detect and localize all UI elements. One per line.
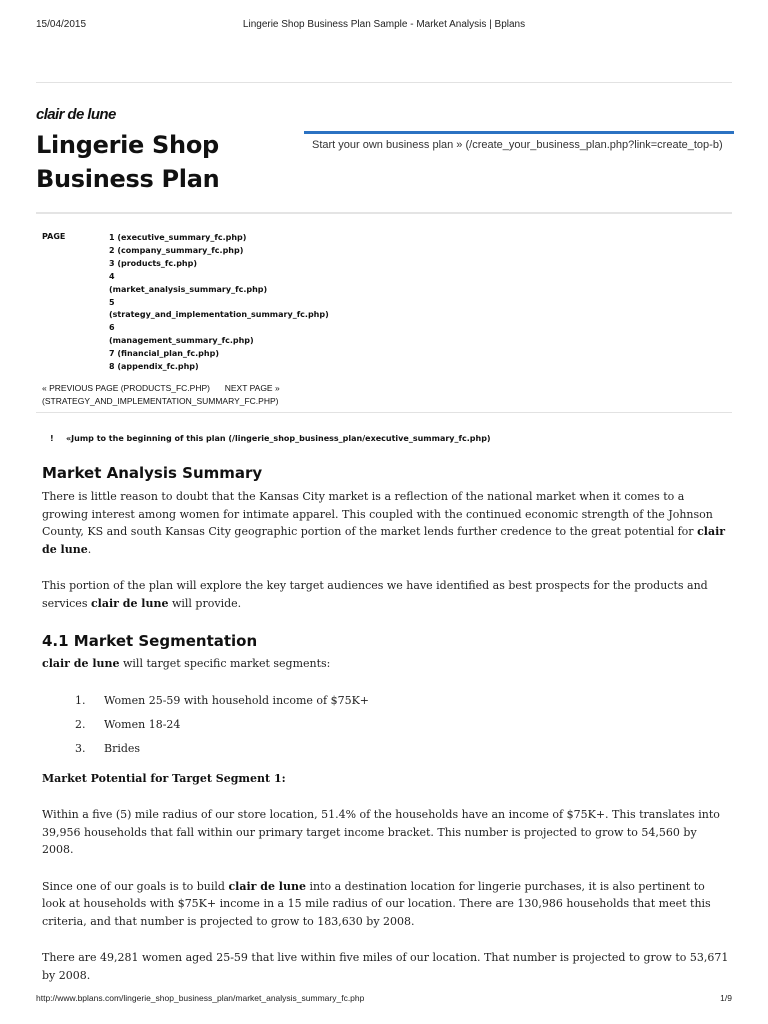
segmentation-heading: 4.1 Market Segmentation [42,632,258,650]
goal-paragraph: Since one of our goals is to build clair de lune into a destination location for lingerie purchases, it is also pertinent to look at households with $75K+ income in a 15 mile radius of our location. There are 130,986 households that meet this criteria, and that number is projected to grow to 183,630 by 2008. [42,879,711,928]
potential-heading: Market Potential for Target Segment 1: [42,771,286,785]
market-analysis-paragraph-1: There is little reason to doubt that the Kansas City market is a reflection of the national market when it comes to a growing interest among women for intimate apparel. This coupled with the continued economic strength of the Johnson County, KS and south Kansas City geographic portion of the market lends further credence to the great potential for clair de lune. [42,490,726,556]
market-analysis-heading: Market Analysis Summary [42,464,263,482]
page-link-5-number[interactable]: 5 [109,297,115,307]
segment-list [42,692,730,764]
print-page-title: Lingerie Shop Business Plan Sample - Market Analysis | Bplans [242,19,526,30]
next-page-link[interactable]: NEXT PAGE » [224,383,280,393]
cta-accent-bar [304,131,734,134]
print-url: http://www.bplans.com/lingerie_shop_business_plan/market_analysis_summary_fc.php [36,993,365,1003]
page-link-5-target[interactable]: (strategy_and_implementation_summary_fc.php) [109,310,329,320]
brand-mention: clair de lune [228,879,306,893]
page-link-8[interactable]: 8 (appendix_fc.php) [109,362,199,372]
page-link-2[interactable]: 2 (company_summary_fc.php) [109,245,244,255]
nav-divider [36,412,732,413]
start-plan-link[interactable]: Start your own business plan » (/create_your_business_plan.php?link=create_top-b) [312,139,723,151]
brand-mention: clair de lune [90,596,169,610]
page-link-6-target[interactable]: (management_summary_fc.php) [109,336,254,346]
radius-paragraph: Within a five (5) mile radius of our store location, 51.4% of the households have an income of $75K+. This translates into 39,956 households that fall within our primary target income bracket. This number is projected to grow to 54,560 by 2008. [42,808,720,856]
prev-next-navigation [42,382,280,408]
women-paragraph: There are 49,281 women aged 25-59 that live within five miles of our location. That number is projected to grow to 53,671 by 2008. [42,951,729,982]
list-item: 2. Women 18-24 [75,717,181,731]
next-page-target[interactable]: (STRATEGY_AND_IMPLEMENTATION_SUMMARY_FC.PHP) [42,396,279,406]
print-date: 15/04/2015 [36,19,87,30]
page-label: PAGE [42,232,66,241]
brand-mention: clair de lune [42,525,726,556]
title-divider [36,212,732,214]
print-page-number: 1/9 [720,993,732,1003]
page-link-1[interactable]: 1 (executive_summary_fc.php) [109,233,247,242]
list-item: 3. Brides [75,741,141,755]
brand-mention: clair de lune [42,657,120,670]
page-link-7[interactable]: 7 (financial_plan_fc.php) [109,349,219,359]
jump-to-beginning-link[interactable]: «Jump to the beginning of this plan (/lingerie_shop_business_plan/executive_summary_fc.php) [66,434,491,443]
jump-to-beginning [50,434,491,443]
page-link-4-target[interactable]: (market_analysis_summary_fc.php) [109,284,268,294]
list-item: 1. Women 25-59 with household income of $75K+ [75,693,369,707]
jump-bullet: ! [50,434,54,443]
previous-page-link[interactable]: « PREVIOUS PAGE (PRODUCTS_FC.PHP) [42,383,210,393]
page-link-3[interactable]: 3 (products_fc.php) [109,258,197,268]
print-header [36,19,732,33]
page-link-6-number[interactable]: 6 [109,323,115,333]
print-footer [36,993,732,1007]
header-divider [36,82,732,83]
brand-logo[interactable]: clair de lune [36,106,116,123]
page-link-4-number[interactable]: 4 [109,271,115,281]
main-content [42,462,730,984]
page-title: Lingerie Shop Business Plan [36,131,220,193]
market-analysis-paragraph-2: This portion of the plan will explore the key target audiences we have identified as best prospects for the products and services clair de lune will provide. [42,579,708,610]
page-links [109,232,409,374]
segmentation-intro: clair de lune will target specific market segments: [42,657,331,670]
